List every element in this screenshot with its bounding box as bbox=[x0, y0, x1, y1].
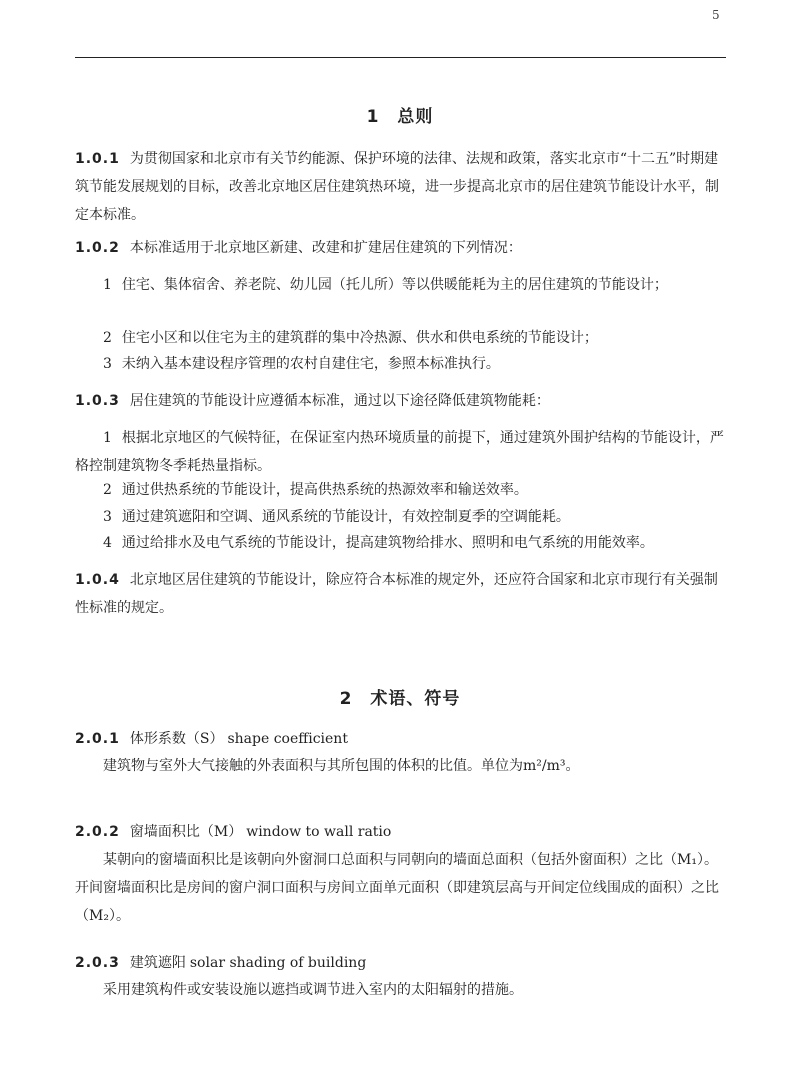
term-definition: 建筑物与室外大气接触的外表面积与其所包围的体积的比值。单位为m²/m³。 bbox=[103, 758, 580, 774]
term-english: window to wall ratio bbox=[246, 824, 392, 840]
chapter-2-heading: 术语、符号 bbox=[370, 689, 461, 709]
term-definition: 采用建筑构件或安装设施以遮挡或调节进入室内的太阳辐射的措施。 bbox=[103, 982, 523, 998]
item-number: 3 bbox=[103, 356, 112, 372]
item-text: 住宅小区和以住宅为主的建筑群的集中冷热源、供水和供电系统的节能设计； bbox=[121, 330, 598, 346]
clause-text: 北京地区居住建筑的节能设计，除应符合本标准的规定外，还应符合国家和北京市现行有关强制性标准的规定。 bbox=[75, 572, 718, 616]
term-2-0-1 bbox=[75, 725, 726, 753]
item-number: 1 bbox=[103, 277, 112, 293]
clause-number: 2.0.2 bbox=[75, 824, 120, 840]
term-name: 建筑遮阳 bbox=[129, 955, 186, 971]
item-number: 2 bbox=[103, 330, 112, 346]
header-rule bbox=[75, 57, 726, 58]
term-2-0-2 bbox=[75, 818, 726, 846]
clause-text: 为贯彻国家和北京市有关节约能源、保护环境的法律、法规和政策，落实北京市“十二五”时期建筑节能发展规划的目标，改善北京地区居住建筑热环境，进一步提高北京市的居住建筑节能设计水平，制定本标准。 bbox=[75, 151, 719, 223]
clause-number: 1.0.3 bbox=[75, 393, 120, 409]
clause-1-0-4 bbox=[75, 566, 726, 622]
list-item bbox=[75, 350, 726, 378]
clause-number: 1.0.2 bbox=[75, 240, 120, 256]
item-text: 通过供热系统的节能设计，提高供热系统的热源效率和输送效率。 bbox=[121, 482, 528, 498]
list-item bbox=[75, 529, 726, 557]
clause-number: 1.0.1 bbox=[75, 151, 120, 167]
item-number: 3 bbox=[103, 509, 112, 525]
item-text: 住宅、集体宿舍、养老院、幼儿园（托儿所）等以供暖能耗为主的居住建筑的节能设计； bbox=[121, 277, 668, 293]
list-item bbox=[75, 476, 726, 504]
item-text: 未纳入基本建设程序管理的农村自建住宅，参照本标准执行。 bbox=[121, 356, 500, 372]
item-number: 4 bbox=[103, 535, 112, 551]
term-2-0-3 bbox=[75, 949, 726, 977]
chapter-2-title bbox=[0, 684, 800, 709]
item-text: 通过给排水及电气系统的节能设计，提高建筑物给排水、照明和电气系统的用能效率。 bbox=[121, 535, 654, 551]
list-item bbox=[75, 324, 726, 352]
clause-number: 1.0.4 bbox=[75, 572, 120, 588]
clause-number: 2.0.3 bbox=[75, 955, 120, 971]
list-item bbox=[75, 271, 726, 299]
chapter-2-number: 2 bbox=[339, 689, 353, 709]
item-number: 1 bbox=[103, 430, 112, 446]
item-text: 通过建筑遮阳和空调、通风系统的节能设计，有效控制夏季的空调能耗。 bbox=[121, 509, 570, 525]
term-definition: 某朝向的窗墙面积比是该朝向外窗洞口总面积与同朝向的墙面总面积（包括外窗面积）之比（M₁）。开间窗墙面积比是房间的窗户洞口面积与房间立面单元面积（即建筑层高与开间定位线围成的面积）之比（M₂）。 bbox=[75, 852, 719, 924]
list-item bbox=[75, 503, 726, 531]
chapter-1-number: 1 bbox=[366, 107, 380, 127]
chapter-1-heading: 总则 bbox=[397, 107, 434, 127]
term-english: solar shading of building bbox=[189, 955, 367, 971]
clause-number: 2.0.1 bbox=[75, 731, 120, 747]
term-name: 窗墙面积比（M） bbox=[129, 824, 243, 840]
term-english: shape coefficient bbox=[227, 731, 348, 747]
clause-1-0-3 bbox=[75, 387, 726, 415]
clause-text: 居住建筑的节能设计应遵循本标准，通过以下途径降低建筑物能耗： bbox=[129, 393, 550, 409]
item-number: 2 bbox=[103, 482, 112, 498]
list-item bbox=[75, 424, 726, 480]
chapter-1-title bbox=[0, 102, 800, 127]
clause-text: 本标准适用于北京地区新建、改建和扩建居住建筑的下列情况： bbox=[129, 240, 522, 256]
item-text: 根据北京地区的气候特征，在保证室内热环境质量的前提下，通过建筑外围护结构的节能设计，严格控制建筑物冬季耗热量指标。 bbox=[75, 430, 724, 474]
clause-1-0-1 bbox=[75, 145, 726, 229]
clause-1-0-2 bbox=[75, 234, 726, 262]
page-number: 5 bbox=[712, 8, 720, 22]
term-name: 体形系数（S） bbox=[129, 731, 224, 747]
